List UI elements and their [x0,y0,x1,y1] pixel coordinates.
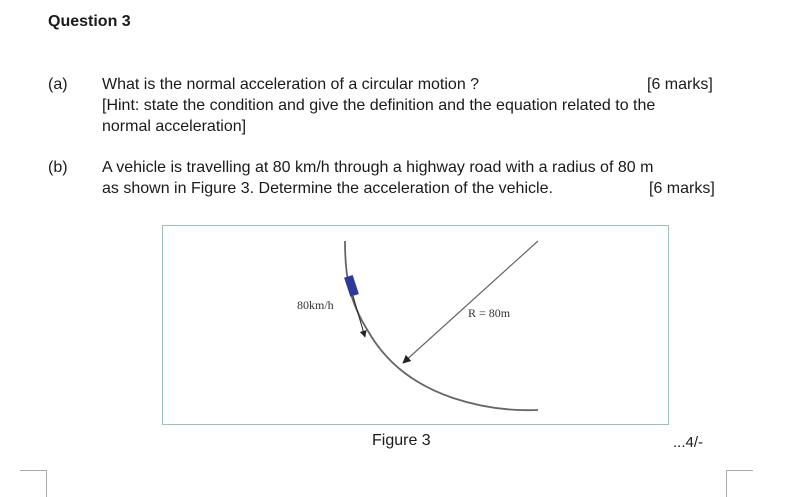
part-a-line-1: What is the normal acceleration of a circular motion ? [102,76,480,93]
radius-line [403,241,538,363]
part-b-marks: [6 marks] [649,180,715,197]
figure-3-diagram [163,226,670,426]
page-corner-mark-left [20,470,47,497]
part-a-line-2: [Hint: state the condition and give the definition and the equation related to the [102,97,656,114]
radius-label: R = 80m [468,306,511,320]
part-b-label: (b) [48,159,68,176]
part-a-label: (a) [48,76,68,93]
speed-label: 80km/h [297,298,334,312]
figure-caption: Figure 3 [372,432,431,449]
part-a-line-3: normal acceleration] [102,118,247,135]
part-a-marks: [6 marks] [647,76,713,93]
vehicle-icon [344,275,359,297]
question-title: Question 3 [48,13,131,30]
figure-3-frame [162,225,669,425]
part-b-line-2: as shown in Figure 3. Determine the acceleration of the vehicle. [102,180,553,197]
page-corner-mark-right [726,470,753,497]
page-continuation: ...4/- [673,434,704,451]
velocity-arrow [353,296,365,337]
part-b-line-1: A vehicle is travelling at 80 km/h through a highway road with a radius of 80 m [102,159,654,176]
